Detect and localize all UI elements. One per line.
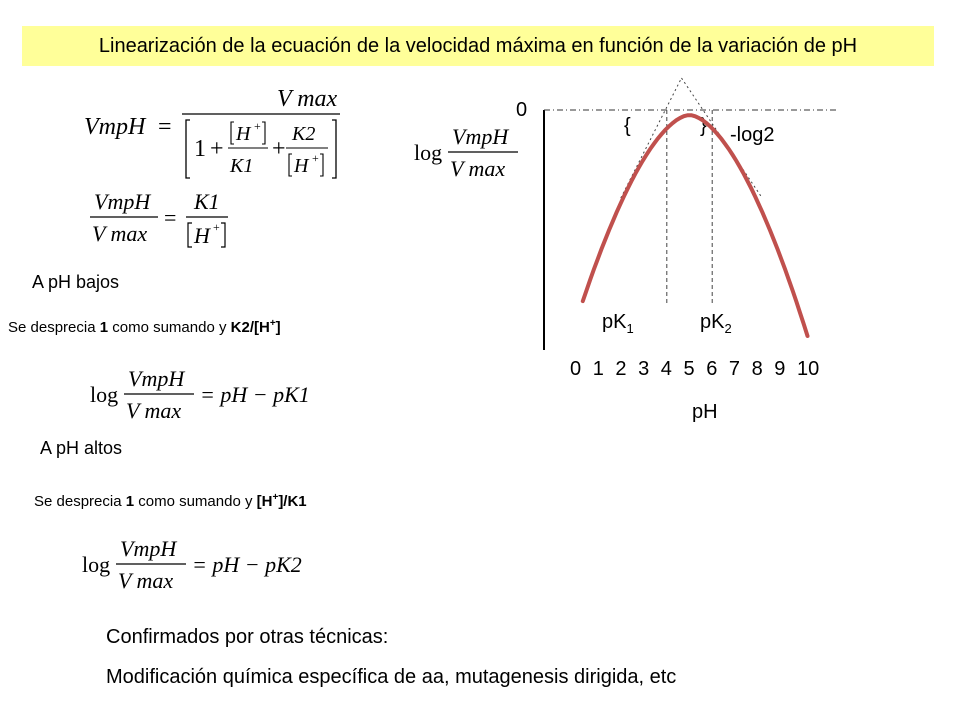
x-tick-label: 9 [774, 358, 786, 380]
eq3-den: V max [126, 398, 182, 423]
eq1-k1: K1 [230, 155, 254, 177]
eq4-den: V max [118, 568, 174, 593]
eq1-equals: = [158, 114, 172, 140]
pk1-label [602, 311, 634, 336]
neglect-low-c: K2/[H [230, 319, 270, 336]
neglect-low-sup: + [269, 318, 276, 329]
page-title [22, 26, 934, 66]
confirmed-text: Confirmados por otras técnicas: [106, 626, 389, 648]
axis-eq-log: log [414, 140, 443, 165]
eq3-log: log [90, 382, 119, 407]
eq1-plus-2: + [272, 136, 286, 162]
activity-curve [583, 115, 808, 336]
neglect-high-one: 1 [125, 493, 135, 510]
neglect-low-a: Se desprecia [8, 319, 100, 336]
x-tick-label: 0 [570, 358, 582, 380]
eq1-bracket-left [186, 120, 190, 178]
eq1-plus-1: + [210, 136, 224, 162]
neglect-low-b: como sumando y [108, 319, 231, 336]
eq1-numerator: V max [277, 86, 338, 112]
axis-eq-num: VmpH [452, 124, 509, 149]
x-axis-label: pH [692, 401, 718, 423]
log2-annotation: -log2 [730, 124, 775, 146]
brace-right: } [700, 115, 707, 137]
x-tick-label: 1 [592, 358, 604, 380]
x-tick-label: 7 [728, 358, 741, 380]
eq3-num: VmpH [128, 366, 185, 391]
x-tick-label: 10 [797, 358, 820, 380]
equation-ratio [88, 185, 238, 251]
eq1-h1-sup: + [254, 119, 261, 133]
eq1-bracket-right [332, 120, 336, 178]
eq2-num: VmpH [94, 189, 151, 214]
eq2-den: V max [92, 221, 148, 246]
low-ph-label: A pH bajos [32, 272, 120, 292]
brace-left: { [624, 115, 631, 137]
pk2-base: pK [700, 311, 725, 333]
eq4-num: VmpH [120, 536, 177, 561]
neglect-high-a: Se desprecia [34, 493, 126, 510]
eq1-k2: K2 [292, 123, 316, 145]
pk1-sub: 1 [626, 321, 634, 336]
eq1-h-bracket-l [231, 122, 234, 144]
x-tick-label: 4 [660, 358, 672, 380]
neglect-low-d: ] [275, 319, 281, 336]
x-tick-label: 8 [751, 358, 763, 380]
high-ph-label: A pH altos [40, 438, 123, 458]
neglect-low-one: 1 [99, 319, 109, 336]
neglect-high-c: [H [256, 493, 273, 510]
pk2-sub: 2 [724, 321, 732, 336]
eq2-sup: + [213, 220, 220, 234]
eq1-lhs: VmpH [84, 114, 146, 140]
pk2-label [700, 311, 732, 336]
eq3-rhs: = pH − pK1 [200, 382, 310, 407]
eq2-equals: = [164, 205, 177, 230]
equation-high-ph [80, 530, 320, 596]
eq1-h2: H [294, 155, 309, 177]
eq2-h: H [194, 223, 210, 248]
x-tick-label: 6 [706, 358, 718, 380]
eq2-bracket-l [188, 223, 192, 247]
eq2-k1: K1 [194, 189, 220, 214]
equation-vmph [82, 80, 352, 180]
neglect-low-text [8, 318, 281, 336]
eq1-h2-bracket-l [289, 154, 292, 176]
eq2-bracket-r [221, 223, 225, 247]
x-tick-label: 5 [683, 358, 695, 380]
neglect-high-sup: + [272, 492, 279, 503]
eq1-one: 1 [194, 136, 206, 162]
x-tick-label: 2 [615, 358, 627, 380]
pk1-base: pK [602, 311, 627, 333]
neglect-high-text [34, 492, 307, 510]
eq1-h1: H [236, 123, 251, 145]
neglect-high-d: ]/K1 [278, 493, 307, 510]
equation-low-ph [88, 360, 328, 426]
methods-text: Modificación química específica de aa, mutagenesis dirigida, etc [106, 666, 677, 688]
y-tick-zero: 0 [516, 99, 528, 121]
eq4-log: log [82, 552, 111, 577]
x-tick-label: 3 [638, 358, 650, 380]
eq1-h-bracket-r [262, 122, 265, 144]
neglect-high-b: como sumando y [134, 493, 257, 510]
eq4-rhs: = pH − pK2 [192, 552, 302, 577]
ph-chart [500, 70, 840, 430]
axis-eq-den: V max [450, 156, 506, 181]
page-title-text: Linearización de la ecuación de la velocidad máxima en función de la variación de pH [98, 34, 858, 57]
eq1-h2-sup: + [312, 151, 319, 165]
eq1-h2-bracket-r [320, 154, 323, 176]
